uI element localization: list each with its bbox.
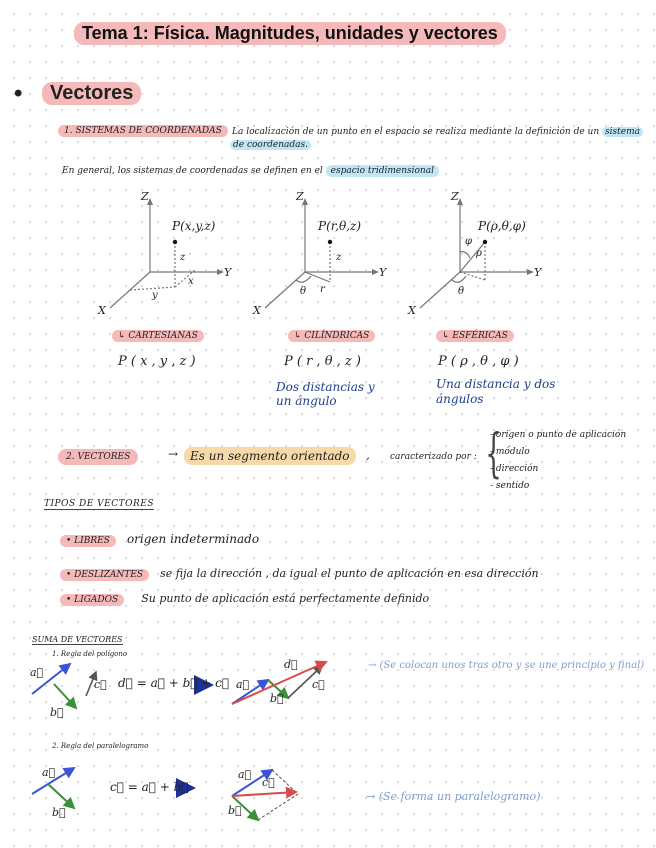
vec-d-label: d⃗ <box>284 658 298 671</box>
sum-rule2: 2. Regla del paralelogramo <box>52 742 149 750</box>
d3-y-axis: Y <box>534 266 542 279</box>
d1-z: z <box>180 252 186 263</box>
note-spherical-2: ángulos <box>436 392 484 406</box>
vec-a-label: a⃗ <box>238 768 252 781</box>
vec-c-label: c⃗ <box>312 678 325 691</box>
vec-a-label: a⃗ <box>42 766 56 779</box>
type-item-name: • LIBRES <box>60 535 116 547</box>
d3-phi: φ <box>465 236 473 247</box>
d3-theta: θ <box>458 286 465 297</box>
vec-b-label: b⃗ <box>50 706 64 719</box>
type-item-name-text: LIBRES <box>74 536 110 546</box>
d1-point: P(x,y,z) <box>172 219 216 233</box>
d3-x-axis: X <box>408 304 416 317</box>
vectors-definition: Es un segmento orientado <box>184 447 356 465</box>
d2-theta: θ <box>300 286 307 297</box>
type-item-desc: se fija la dirección , da igual el punto de aplicación en esa dirección <box>160 567 539 580</box>
coords-label: 1. SISTEMAS DE COORDENADAS <box>58 125 228 137</box>
d2-x-axis: X <box>253 304 261 317</box>
vectors-trait: - origen o punto de aplicación <box>490 430 627 440</box>
sum-formula1: d⃗ = a⃗ + b⃗ + c⃗ <box>118 676 230 690</box>
type-item-name-text: LIGADOS <box>74 595 119 605</box>
type-item-desc: Su punto de aplicación está perfectamente definido <box>141 592 430 605</box>
coords-general-b: espacio tridimensional <box>326 165 439 177</box>
type-item-name: • DESLIZANTES <box>60 569 149 581</box>
d2-r: r <box>320 284 325 295</box>
sum-note1: → (Se colocan unos tras otro y se une principio y final) <box>368 660 645 671</box>
section-heading: Vectores <box>42 82 141 105</box>
vec-b-label: b⃗ <box>52 806 66 819</box>
type-spherical: ↳ ESFÉRICAS <box>436 330 514 342</box>
page-title: Tema 1: Física. Magnitudes, unidades y vectores <box>74 22 506 45</box>
type-cylindrical: ↳ CILÍNDRICAS <box>288 330 375 342</box>
d2-z-axis: Z <box>296 190 304 203</box>
formula-cylindrical: P ( r , θ , z ) <box>284 354 361 369</box>
vec-c-label: c⃗ <box>94 678 107 691</box>
vectors-comma: , <box>366 448 370 462</box>
vec-b-label: b⃗ <box>270 692 284 705</box>
coords-desc-a: La localización de un punto en el espacio se realiza mediante la definición de un <box>232 127 600 137</box>
type-item-name: • LIGADOS <box>60 594 124 606</box>
d2-y-axis: Y <box>379 266 387 279</box>
note-cylindrical-1: Dos distancias y <box>276 380 375 394</box>
vectors-characterized: caracterizado por : <box>390 452 477 462</box>
d2-z: z <box>336 252 342 263</box>
vectors-label: 2. VECTORES <box>58 449 138 465</box>
sum-heading: SUMA DE VECTORES <box>32 635 123 644</box>
d3-point: P(ρ,θ,φ) <box>478 219 526 233</box>
vectors-arrow: → <box>168 447 179 461</box>
coords-general-a: En general, los sistemas de coordenadas se definen en el <box>62 166 323 176</box>
d1-y-axis: Y <box>224 266 232 279</box>
formula-cartesian: P ( x , y , z ) <box>118 354 196 369</box>
d1-x: x <box>188 276 194 287</box>
section-bullet: • <box>14 80 23 107</box>
vectors-trait: - módulo <box>490 447 530 457</box>
vec-c-label: c⃗ <box>262 776 275 789</box>
formula-spherical: P ( ρ , θ , φ ) <box>438 354 519 369</box>
sum-rule1: 1. Regla del polígono <box>52 650 128 658</box>
type-item-desc: origen indeterminado <box>126 532 260 546</box>
vectors-trait: - sentido <box>490 481 530 491</box>
sum-note2: → (Se forma un paralelogramo) <box>366 790 541 803</box>
vec-a-label: a⃗ <box>236 678 250 691</box>
note-cylindrical-2: un ángulo <box>276 394 337 408</box>
type-item-name-text: DESLIZANTES <box>74 570 144 580</box>
note-spherical-1: Una distancia y dos <box>436 377 556 391</box>
d1-y: y <box>152 290 158 301</box>
vec-b-label: b⃗ <box>228 804 242 817</box>
types-heading: TIPOS DE VECTORES <box>44 499 155 509</box>
d1-z-axis: Z <box>141 190 149 203</box>
coords-desc-b: sistema <box>602 127 643 137</box>
d3-z-axis: Z <box>451 190 459 203</box>
d2-point: P(r,θ,z) <box>318 219 362 233</box>
vectors-trait: - dirección <box>490 464 539 474</box>
type-cartesian: ↳ CARTESIANAS <box>112 330 204 342</box>
traits-brace: { <box>485 424 502 484</box>
d1-x-axis: X <box>98 304 106 317</box>
d3-rho: ρ <box>476 248 482 259</box>
vec-a-label: a⃗ <box>30 666 44 679</box>
coords-desc-c: de coordenadas. <box>230 140 311 150</box>
sum-formula2: c⃗ = a⃗ + b⃗ <box>110 780 189 794</box>
